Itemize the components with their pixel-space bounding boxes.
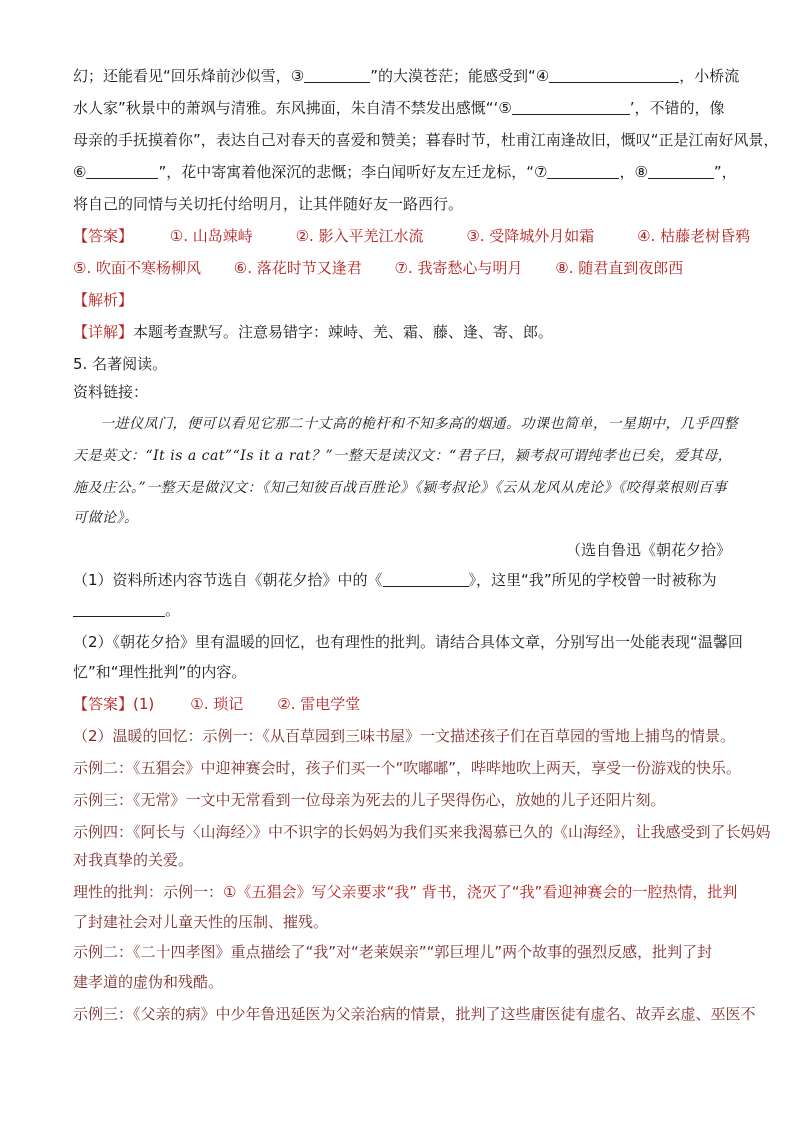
- critique-line-3: 示例二：《二十四孝图》重点描绘了“我”对“老莱娱亲”“郭巨埋儿”两个故事的强烈反感，批判了封: [73, 943, 713, 961]
- blank-7: [547, 162, 619, 179]
- quote-line-4: 可做论》。: [73, 510, 139, 526]
- sub-question-2-line-1: （2）《朝花夕拾》里有温暖的回忆，也有理性的批判。请结合具体文章，分别写出一处能表现“温馨回: [73, 633, 743, 651]
- warm-line-5: 对我真挚的关爱。: [73, 851, 194, 869]
- answer-item: ⑧. 随君直到夜郎西: [555, 259, 684, 277]
- answer-item: ④. 枯藤老树昏鸦: [637, 227, 751, 245]
- warm-line-3: 示例三：《无常》一文中无常看到一位母亲为死去的儿子哭得伤心，放她的儿子还阳片刻。: [73, 791, 666, 809]
- critique-line-2: 了封建社会对儿童天性的压制、摧残。: [73, 913, 329, 931]
- detail-line: [73, 322, 553, 342]
- answer-label: 【答案】: [73, 695, 134, 713]
- sub1-text: 》，这里“我”所见的学校曾一时被称为: [468, 571, 717, 589]
- blank-4: [549, 66, 679, 83]
- intro-text: ”的大漠苍茫；能感受到“④: [370, 67, 550, 85]
- answer-row-q5: [73, 694, 360, 714]
- answers-row-2: [73, 258, 697, 278]
- blank-chapter: [383, 570, 469, 587]
- critique-line-4: 建孝道的虚伪和残酷。: [73, 973, 224, 991]
- quote-line-2: 天是英文：“It is a cat”“Is it a rat？”一整天是读汉文：“君子曰，颍考叔可谓纯孝也已矣，爱其母，: [73, 448, 733, 464]
- intro-text: 水人家”秋景中的萧飒与清雅。东风拂面，朱自清不禁发出感慨“‘⑤: [73, 99, 512, 117]
- sub-question-1-cont: [73, 600, 180, 620]
- intro-line-3: 母亲的手抚摸着你”，表达自己对春天的喜爱和赞美；暮春时节，杜甫江南逢故旧，慨叹“正是江南好风景，: [73, 131, 779, 149]
- answer-item: ⑦. 我寄愁心与明月: [394, 259, 523, 277]
- intro-text: ，⑧: [619, 163, 648, 181]
- quote-line-3: 施及庄公。”一整天是做汉文：《知己知彼百战百胜论》《颍考叔论》《云从龙风从虎论》《咬得菜根则百事: [73, 480, 728, 496]
- intro-line-1: [73, 66, 739, 86]
- intro-text: ⑥: [73, 163, 87, 181]
- sub-question-2-line-2: 忆”和“理性批判”的内容。: [73, 663, 247, 681]
- question-5-title: 5. 名著阅读。: [73, 355, 168, 373]
- quote-line-1: 一进仪凤门，便可以看见它那二十丈高的桅杆和不知多高的烟通。功课也简单，一星期中，几乎四整: [100, 416, 738, 432]
- intro-line-2: [73, 98, 725, 118]
- answer-item: ②. 雷电学堂: [277, 695, 361, 713]
- intro-line-5: 将自己的同情与关切托付给明月，让其伴随好友一路西行。: [73, 195, 464, 213]
- blank-3: [304, 66, 370, 83]
- answer-number: (1): [133, 695, 155, 713]
- critique-line-5: 示例三：《父亲的病》中少年鲁迅延医为父亲治病的情景，批判了这些庸医徒有虚名、故弄玄虚、巫医不: [73, 1005, 756, 1023]
- warm-line-1: （2）温暖的回忆：示例一：《从百草园到三味书屋》一文描述孩子们在百草园的雪地上捕鸟的情景。: [73, 727, 736, 745]
- answers-row-1: [73, 226, 764, 246]
- intro-text: ，小桥流: [679, 67, 740, 85]
- answer-item: ①. 琐记: [190, 695, 244, 713]
- critique-line-1: [73, 882, 737, 902]
- answer-item: ⑤. 吹面不寒杨柳风: [73, 259, 201, 277]
- intro-line-4: [73, 162, 737, 182]
- blank-5: [512, 98, 630, 115]
- warm-line-2: 示例二：《五猖会》中迎神赛会时，孩子们买一个“吹嘟嘟”，哔哔地吹上两天，享受一份游戏的快乐。: [73, 759, 742, 777]
- intro-text: ”，: [713, 163, 737, 181]
- detail-text: 本题考查默写。注意易错字：竦峙、羌、霜、藤、逢、寄、郎。: [133, 323, 554, 341]
- sub1-text: 。: [165, 601, 181, 619]
- answer-item: ①. 山岛竦峙: [169, 227, 253, 245]
- quote-source: （选自鲁迅《朝花夕拾》: [566, 541, 732, 559]
- blank-school: [73, 600, 165, 617]
- answer-item: ②. 影入平羌江水流: [295, 227, 424, 245]
- answer-label: 【答案】: [73, 227, 134, 245]
- warm-line-4: 示例四：《阿长与〈山海经〉》中不识字的长妈妈为我们买来我渴慕已久的《山海经》，让我感受到了长妈妈: [73, 823, 771, 841]
- intro-text: 幻；还能看见“回乐烽前沙似雪，③: [73, 67, 305, 85]
- blank-8: [648, 162, 714, 179]
- detail-label: 【详解】: [73, 323, 134, 341]
- material-label: 资料链接：: [73, 383, 149, 401]
- critique-text: ①《五猖会》写父亲要求“我” 背书，浇灭了“我”看迎神赛会的一腔热情，批判: [223, 883, 738, 901]
- critique-label: 理性的批判：示例一：: [73, 883, 224, 901]
- sub-question-1: [73, 570, 717, 590]
- answer-item: ③. 受降城外月如霜: [466, 227, 595, 245]
- blank-6: [86, 162, 158, 179]
- sub1-text: （1）资料所述内容节选自《朝花夕拾》中的《: [73, 571, 383, 589]
- intro-text: ’，不错的，像: [629, 99, 725, 117]
- analysis-label: 【解析】: [73, 291, 134, 309]
- answer-item: ⑥. 落花时节又逢君: [233, 259, 362, 277]
- intro-text: ”，花中寄寓着他深沉的悲慨；李白闻听好友左迁龙标，“⑦: [158, 163, 548, 181]
